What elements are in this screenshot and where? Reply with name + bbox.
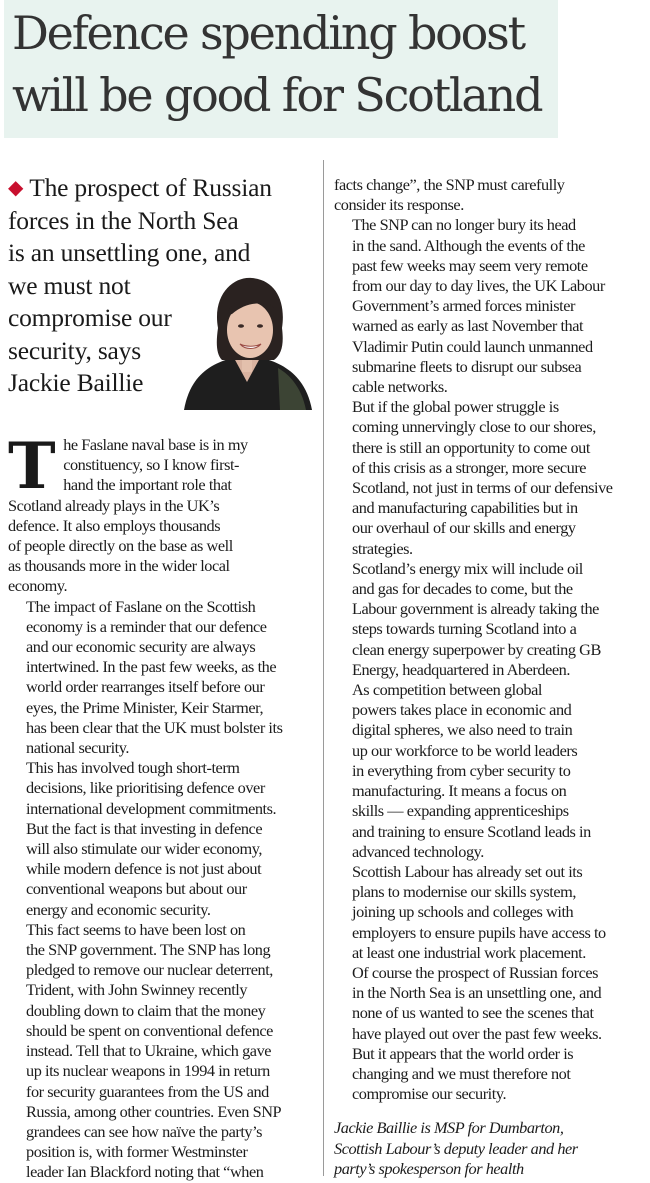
- text-line: in the sand. Although the events of the: [352, 235, 585, 255]
- text-line: Of course the prospect of Russian forces: [352, 962, 599, 982]
- text-line: of people directly on the base as well: [8, 536, 233, 556]
- paragraph-text: [8, 758, 316, 920]
- text-line: facts change”, the SNP must carefully: [334, 175, 565, 194]
- text-line: past few weeks may seem very remote: [352, 255, 588, 275]
- text-line: hand the important role that: [63, 475, 232, 495]
- text-line: and training to ensure Scotland leads in: [352, 821, 591, 841]
- headline-line-1: Defence spending boost: [12, 6, 524, 60]
- text-line: in the North Sea is an unsettling one, and: [352, 983, 602, 1003]
- text-line: defence. It also employs thousands: [8, 515, 221, 535]
- text-line: grandees can see how naïve the party’s: [26, 1121, 263, 1141]
- text-line: the SNP government. The SNP has long: [26, 940, 271, 960]
- text-line: national security.: [26, 738, 129, 758]
- text-line: clean energy superpower by creating GB: [352, 639, 601, 659]
- text-line: strategies.: [352, 538, 413, 558]
- text-line: have played out over the past few weeks.: [352, 1023, 602, 1043]
- text-line: from our day to day lives, the UK Labour: [352, 276, 605, 296]
- text-line: constituency, so I know first-: [63, 455, 239, 475]
- text-line: Jackie Baillie is MSP for Dumbarton,: [334, 1118, 564, 1138]
- text-line: up our workforce to be world leaders: [352, 740, 578, 760]
- text-line: joining up schools and colleges with: [352, 902, 574, 922]
- text-line: and manufacturing capabilities but in: [352, 498, 578, 518]
- headline-line-2: will be good for Scotland: [12, 68, 542, 122]
- text-line: advanced technology.: [352, 841, 484, 861]
- text-line: pledged to remove our nuclear deterrent,: [26, 960, 273, 980]
- paragraph-text: [334, 963, 632, 1104]
- text-line: changing and we must therefore not: [352, 1063, 571, 1083]
- text-line: will also stimulate our wider economy,: [26, 839, 262, 859]
- text-line: The impact of Faslane on the Scottish: [26, 596, 256, 616]
- standfirst-line-1: The prospect of Russian: [29, 173, 272, 202]
- text-line: should be spent on conventional defence: [26, 1020, 273, 1040]
- text-line: intertwined. In the past few weeks, as the: [26, 657, 277, 677]
- text-line: of this crisis as a stronger, more secure: [352, 457, 587, 477]
- text-line: economy is a reminder that our defence: [26, 616, 267, 636]
- text-line: Scotland, not just in terms of our defensive: [352, 478, 613, 498]
- text-line: This has involved tough short-term: [26, 758, 240, 778]
- text-line: digital spheres, we also need to train: [352, 720, 573, 740]
- text-line: Scotland’s energy mix will include oil: [352, 558, 583, 578]
- paragraph-text: [334, 215, 632, 397]
- text-line: in everything from cyber security to: [352, 760, 571, 780]
- text-line: conventional weapons but about our: [26, 879, 247, 899]
- text-line: for security guarantees from the US and: [26, 1081, 269, 1101]
- text-line: position is, with former Westminster: [26, 1142, 248, 1162]
- paragraph-text: [8, 920, 316, 1183]
- text-line: coming unnervingly close to our shores,: [352, 417, 596, 437]
- text-line: international development commitments.: [26, 798, 277, 818]
- paragraph-text: [334, 175, 632, 215]
- paragraph: [334, 175, 632, 215]
- text-line: Government’s armed forces minister: [352, 296, 575, 316]
- standfirst-line-6: security, says: [8, 335, 141, 365]
- paragraph: [334, 680, 632, 862]
- headline: [12, 2, 558, 126]
- text-line: steps towards turning Scotland into a: [352, 619, 577, 639]
- text-line: Trident, with John Swinney recently: [26, 980, 248, 1000]
- text-line: instead. Tell that to Ukraine, which gave: [26, 1041, 272, 1061]
- text-line: As competition between global: [352, 680, 542, 700]
- text-line: This fact seems to have been lost on: [26, 919, 246, 939]
- text-line: But the fact is that investing in defence: [26, 818, 263, 838]
- text-line: economy.: [8, 576, 68, 596]
- text-line: consider its response.: [334, 195, 464, 215]
- left-column: [8, 429, 316, 1183]
- paragraph-text: [334, 559, 632, 680]
- author-bio-text: [334, 1118, 632, 1179]
- text-line: eyes, the Prime Minister, Keir Starmer,: [26, 697, 264, 717]
- text-line: But if the global power struggle is: [352, 397, 559, 417]
- paragraph: [8, 597, 316, 759]
- paragraph: [8, 429, 316, 597]
- standfirst-line-2: forces in the North Sea: [8, 205, 239, 235]
- text-line: leader Ian Blackford noting that “when: [26, 1162, 264, 1182]
- text-line: there is still an opportunity to come out: [352, 437, 590, 457]
- text-line: But it appears that the world order is: [352, 1043, 574, 1063]
- text-line: at least one industrial work placement.: [352, 942, 586, 962]
- text-line: plans to modernise our skills system,: [352, 882, 576, 902]
- paragraph: [8, 920, 316, 1183]
- text-line: as thousands more in the wider local: [8, 556, 230, 576]
- text-line: our overhaul of our skills and energy: [352, 518, 576, 538]
- paragraph: [334, 862, 632, 963]
- text-line: energy and economic security.: [26, 899, 211, 919]
- text-line: manufacturing. It means a focus on: [352, 781, 567, 801]
- text-line: he Faslane naval base is in my: [63, 435, 248, 454]
- text-line: cable networks.: [352, 377, 448, 397]
- text-line: skills — expanding apprenticeships: [352, 801, 569, 821]
- text-line: compromise our security.: [352, 1084, 507, 1104]
- text-line: employers to ensure pupils have access to: [352, 922, 606, 942]
- author-bio: [334, 1118, 632, 1179]
- standfirst-line-3: is an unsettling one, and: [8, 238, 251, 267]
- text-line: Scotland already plays in the UK’s: [8, 495, 220, 515]
- text-line: Energy, headquartered in Aberdeen.: [352, 659, 570, 679]
- text-line: and gas for decades to come, but the: [352, 579, 573, 599]
- drop-cap: T: [8, 429, 56, 504]
- text-line: while modern defence is not just about: [26, 859, 262, 879]
- right-column: [334, 175, 632, 1179]
- text-line: decisions, like prioritising defence over: [26, 778, 265, 798]
- paragraph-text: [334, 397, 632, 559]
- paragraph: [334, 215, 632, 397]
- paragraph: [334, 559, 632, 680]
- paragraph-text: [8, 597, 316, 759]
- text-line: warned as early as last November that: [352, 316, 584, 336]
- text-line: powers takes place in economic and: [352, 700, 572, 720]
- text-line: Vladimir Putin could launch unmanned: [352, 336, 593, 356]
- text-line: none of us wanted to see the scenes that: [352, 1003, 594, 1023]
- paragraph-text: [334, 862, 632, 963]
- text-line: doubling down to claim that the money: [26, 1000, 266, 1020]
- paragraph: [334, 963, 632, 1104]
- standfirst-line-5: compromise our: [8, 303, 172, 332]
- red-diamond-icon: ◆: [8, 177, 24, 199]
- text-line: has been clear that the UK must bolster its: [26, 717, 283, 737]
- text-line: world order rearranges itself before our: [26, 677, 265, 697]
- text-line: Labour government is already taking the: [352, 599, 599, 619]
- text-line: party’s spokesperson for health: [334, 1158, 524, 1178]
- standfirst-line-7: Jackie Baillie: [8, 368, 144, 397]
- text-line: up its nuclear weapons in 1994 in return: [26, 1061, 270, 1081]
- author-photo-icon: [182, 272, 312, 410]
- text-line: submarine fleets to disrupt our subsea: [352, 356, 582, 376]
- paragraph: [8, 758, 316, 920]
- text-line: Scottish Labour has already set out its: [352, 861, 583, 881]
- standfirst-line-4: we must not: [8, 270, 131, 300]
- text-line: Scottish Labour’s deputy leader and her: [334, 1138, 578, 1158]
- column-divider: [323, 160, 324, 1176]
- paragraph-text: [334, 680, 632, 862]
- paragraph: [334, 397, 632, 559]
- text-line: Russia, among other countries. Even SNP: [26, 1101, 282, 1121]
- text-line: and our economic security are always: [26, 637, 256, 657]
- text-line: The SNP can no longer bury its head: [352, 215, 576, 235]
